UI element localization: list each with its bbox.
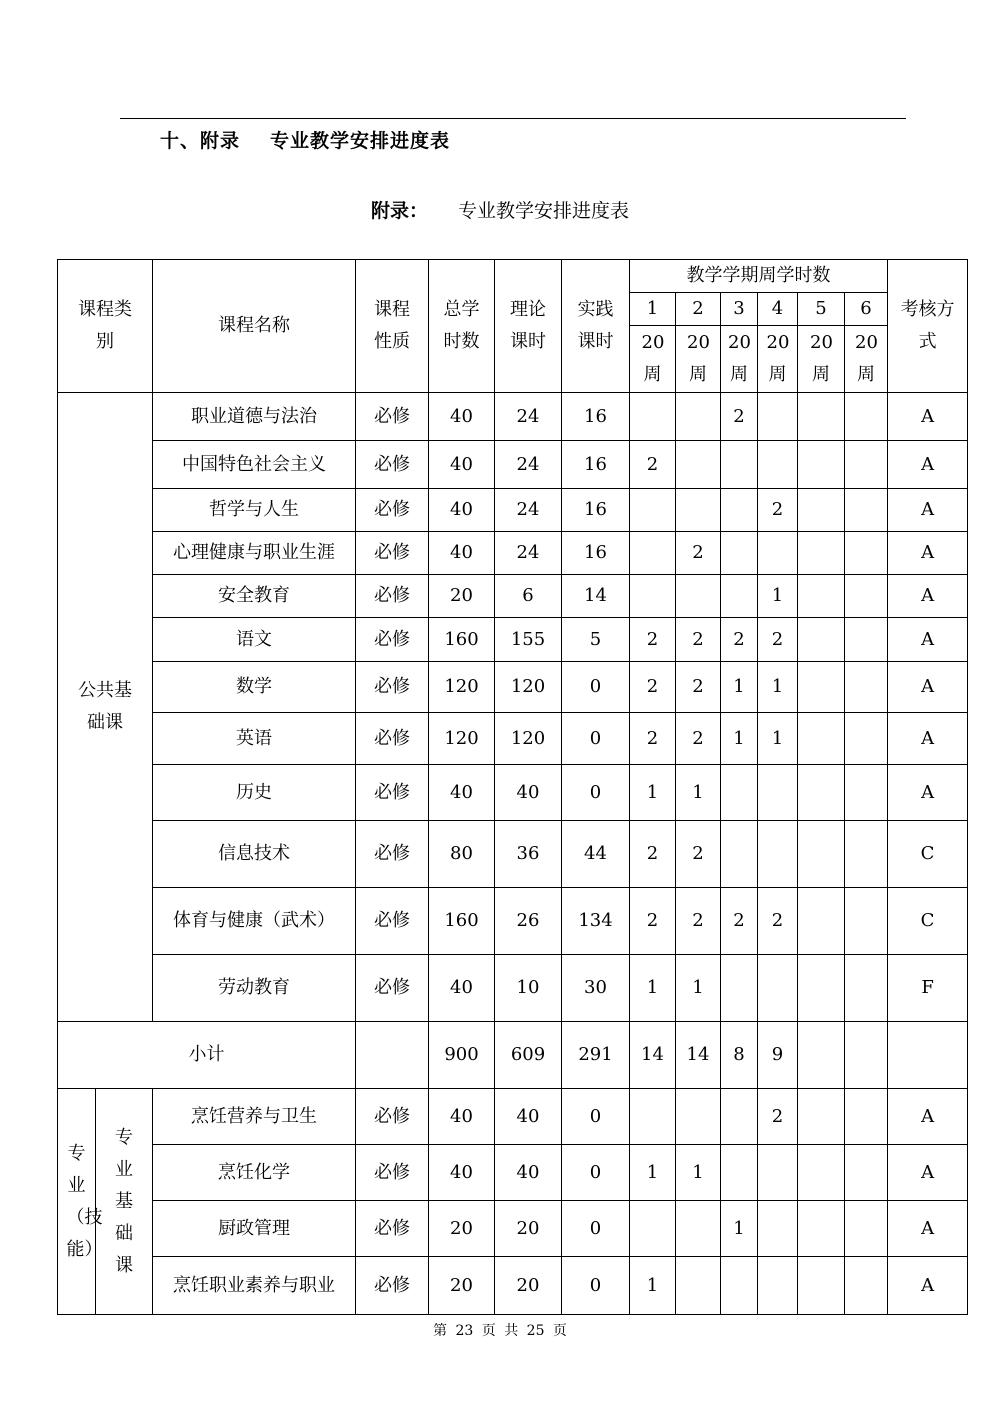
spec-row-t4-cell: 2 — [758, 1089, 798, 1145]
row-assess-cell: A — [888, 532, 968, 575]
row-total-cell: 160 — [429, 888, 495, 955]
table-row — [58, 713, 968, 765]
subtotal-t3-cell: 8 — [721, 1022, 758, 1089]
row-t3-cell: 1 — [721, 713, 758, 765]
row-t5-cell — [798, 393, 845, 441]
row-t3-cell — [721, 489, 758, 532]
row-t1-cell — [630, 393, 676, 441]
course-name-cell: 烹饪化学 — [153, 1145, 356, 1201]
spec-row-t6-cell — [845, 1257, 888, 1315]
row-total-cell: 40 — [429, 393, 495, 441]
row-t5-cell — [798, 888, 845, 955]
header-weeks-6-text: 20周 — [855, 332, 878, 385]
subtotal-theory-cell: 609 — [495, 1022, 562, 1089]
header-weeks-3 — [721, 326, 758, 393]
spec-row-t2-cell — [676, 1257, 721, 1315]
subtotal-practice-cell: 291 — [562, 1022, 630, 1089]
row-t2-cell: 2 — [676, 888, 721, 955]
header-weeks-2-text: 20周 — [687, 332, 710, 385]
course-name-cell: 数学 — [153, 662, 356, 713]
public-category-label-text: 公共基础课 — [78, 680, 132, 733]
spec-row-total-cell: 40 — [429, 1089, 495, 1145]
spec-row-nature-cell: 必修 — [356, 1145, 429, 1201]
spec-row-nature-cell: 必修 — [356, 1257, 429, 1315]
row-nature-cell: 必修 — [356, 532, 429, 575]
row-assess-cell: A — [888, 618, 968, 662]
header-weeks-2 — [676, 326, 721, 393]
header-assessment-text: 考核方式 — [900, 299, 955, 352]
spec-row-t1-cell: 1 — [630, 1145, 676, 1201]
row-t2-cell — [676, 441, 721, 489]
row-t1-cell: 1 — [630, 765, 676, 821]
row-practice-cell: 0 — [562, 713, 630, 765]
row-t3-cell — [721, 575, 758, 618]
row-t3-cell: 1 — [721, 662, 758, 713]
row-t4-cell — [758, 532, 798, 575]
row-t1-cell: 2 — [630, 618, 676, 662]
row-total-cell: 40 — [429, 489, 495, 532]
row-t6-cell — [845, 575, 888, 618]
row-t5-cell — [798, 765, 845, 821]
table-row — [58, 955, 968, 1022]
row-t5-cell — [798, 955, 845, 1022]
row-total-cell: 160 — [429, 618, 495, 662]
row-theory-cell: 155 — [495, 618, 562, 662]
table-row — [58, 441, 968, 489]
row-nature-cell: 必修 — [356, 888, 429, 955]
header-term-4: 4 — [758, 293, 798, 326]
row-t3-cell — [721, 955, 758, 1022]
table-caption — [0, 196, 1000, 223]
section-heading-title: 专业教学安排进度表 — [270, 130, 451, 152]
row-assess-cell: A — [888, 489, 968, 532]
row-t1-cell — [630, 532, 676, 575]
row-t3-cell — [721, 821, 758, 888]
subtotal-total-cell: 900 — [429, 1022, 495, 1089]
spec-row-total-cell: 20 — [429, 1257, 495, 1315]
row-t1-cell: 2 — [630, 662, 676, 713]
row-assess-cell: A — [888, 393, 968, 441]
spec-row-assess-cell: A — [888, 1201, 968, 1257]
row-nature-cell: 必修 — [356, 662, 429, 713]
row-practice-cell: 16 — [562, 393, 630, 441]
row-t6-cell — [845, 489, 888, 532]
spec-row-t3-cell — [721, 1257, 758, 1315]
row-practice-cell: 0 — [562, 662, 630, 713]
row-t6-cell — [845, 821, 888, 888]
row-total-cell: 40 — [429, 955, 495, 1022]
course-name-cell: 厨政管理 — [153, 1201, 356, 1257]
spec-row-t6-cell — [845, 1201, 888, 1257]
header-total-hours — [429, 260, 495, 393]
spec-row-theory-cell: 40 — [495, 1089, 562, 1145]
spec-row-total-cell: 20 — [429, 1201, 495, 1257]
row-t3-cell: 2 — [721, 888, 758, 955]
row-total-cell: 120 — [429, 713, 495, 765]
table-row — [58, 618, 968, 662]
table-row — [58, 532, 968, 575]
row-t2-cell: 2 — [676, 662, 721, 713]
spec-row-practice-cell: 0 — [562, 1201, 630, 1257]
header-category — [58, 260, 153, 393]
spec-row-t2-cell: 1 — [676, 1145, 721, 1201]
row-t4-cell — [758, 821, 798, 888]
course-name-cell: 烹饪职业素养与职业 — [153, 1257, 356, 1315]
section-heading — [160, 126, 450, 153]
table-row — [58, 888, 968, 955]
header-weeks-4-text: 20周 — [766, 332, 790, 385]
row-t3-cell: 2 — [721, 393, 758, 441]
spec-row-assess-cell: A — [888, 1089, 968, 1145]
spec-row-theory-cell: 20 — [495, 1257, 562, 1315]
spec-row-t1-cell — [630, 1089, 676, 1145]
header-weeks-5 — [798, 326, 845, 393]
row-t2-cell: 1 — [676, 955, 721, 1022]
row-theory-cell: 120 — [495, 662, 562, 713]
row-t1-cell — [630, 489, 676, 532]
row-t3-cell — [721, 532, 758, 575]
row-theory-cell: 24 — [495, 489, 562, 532]
row-theory-cell: 10 — [495, 955, 562, 1022]
row-t1-cell: 1 — [630, 955, 676, 1022]
course-name-cell: 烹饪营养与卫生 — [153, 1089, 356, 1145]
row-t5-cell — [798, 713, 845, 765]
spec-row-t1-cell — [630, 1201, 676, 1257]
header-course-name: 课程名称 — [153, 260, 356, 393]
table-row — [58, 489, 968, 532]
subtotal-t5-cell — [798, 1022, 845, 1089]
header-weeks-6 — [845, 326, 888, 393]
row-t4-cell: 2 — [758, 489, 798, 532]
row-t2-cell — [676, 489, 721, 532]
spec-row-t6-cell — [845, 1089, 888, 1145]
row-total-cell: 40 — [429, 532, 495, 575]
row-theory-cell: 120 — [495, 713, 562, 765]
row-t4-cell — [758, 765, 798, 821]
course-name-cell: 中国特色社会主义 — [153, 441, 356, 489]
spec-row-practice-cell: 0 — [562, 1145, 630, 1201]
table-row — [58, 575, 968, 618]
row-nature-cell: 必修 — [356, 821, 429, 888]
header-practice-hours — [562, 260, 630, 393]
row-assess-cell: C — [888, 888, 968, 955]
course-name-cell: 英语 — [153, 713, 356, 765]
row-assess-cell: A — [888, 662, 968, 713]
row-practice-cell: 30 — [562, 955, 630, 1022]
spec-row-t2-cell — [676, 1201, 721, 1257]
row-total-cell: 80 — [429, 821, 495, 888]
specialty-outer-label-text: 专业（技能） — [66, 1142, 103, 1260]
spec-row-total-cell: 40 — [429, 1145, 495, 1201]
row-t2-cell: 2 — [676, 821, 721, 888]
course-name-cell: 职业道德与法治 — [153, 393, 356, 441]
row-assess-cell: A — [888, 575, 968, 618]
row-assess-cell: A — [888, 441, 968, 489]
table-row — [58, 765, 968, 821]
subtotal-assess-cell — [888, 1022, 968, 1089]
spec-row-practice-cell: 0 — [562, 1257, 630, 1315]
spec-row-t3-cell: 1 — [721, 1201, 758, 1257]
header-term-2: 2 — [676, 293, 721, 326]
row-t2-cell: 2 — [676, 532, 721, 575]
row-t4-cell — [758, 955, 798, 1022]
row-t5-cell — [798, 575, 845, 618]
spec-row-t6-cell — [845, 1145, 888, 1201]
row-nature-cell: 必修 — [356, 765, 429, 821]
row-total-cell: 120 — [429, 662, 495, 713]
row-nature-cell: 必修 — [356, 575, 429, 618]
row-t3-cell — [721, 765, 758, 821]
course-name-cell: 哲学与人生 — [153, 489, 356, 532]
row-assess-cell: A — [888, 713, 968, 765]
specialty-outer-label — [58, 1089, 103, 1315]
table-row — [58, 1089, 968, 1145]
spec-row-t5-cell — [798, 1257, 845, 1315]
row-theory-cell: 40 — [495, 765, 562, 821]
row-t2-cell: 1 — [676, 765, 721, 821]
row-t6-cell — [845, 888, 888, 955]
public-category-label — [58, 393, 153, 1022]
subtotal-t4-cell: 9 — [758, 1022, 798, 1089]
row-t3-cell — [721, 441, 758, 489]
header-weeks-1-text: 20周 — [641, 332, 665, 385]
table-row — [58, 662, 968, 713]
row-nature-cell: 必修 — [356, 713, 429, 765]
header-weeks-3-text: 20周 — [728, 332, 751, 385]
row-practice-cell: 16 — [562, 532, 630, 575]
row-t6-cell — [845, 713, 888, 765]
spec-row-t5-cell — [798, 1089, 845, 1145]
table-row — [58, 393, 968, 441]
row-t3-cell: 2 — [721, 618, 758, 662]
row-t6-cell — [845, 955, 888, 1022]
header-assessment — [888, 260, 968, 393]
row-practice-cell: 44 — [562, 821, 630, 888]
subtotal-t1-cell: 14 — [630, 1022, 676, 1089]
spec-row-t2-cell — [676, 1089, 721, 1145]
table-row — [58, 1201, 968, 1257]
row-assess-cell: A — [888, 765, 968, 821]
spec-row-t4-cell — [758, 1257, 798, 1315]
spec-row-assess-cell: A — [888, 1145, 968, 1201]
row-total-cell: 20 — [429, 575, 495, 618]
row-t6-cell — [845, 441, 888, 489]
row-t1-cell: 2 — [630, 713, 676, 765]
subtotal-t6-cell — [845, 1022, 888, 1089]
row-practice-cell: 5 — [562, 618, 630, 662]
row-t5-cell — [798, 489, 845, 532]
table-caption-title: 专业教学安排进度表 — [458, 200, 630, 222]
row-t2-cell — [676, 393, 721, 441]
header-term-3: 3 — [721, 293, 758, 326]
spec-row-t3-cell — [721, 1145, 758, 1201]
row-practice-cell: 134 — [562, 888, 630, 955]
row-t2-cell — [676, 575, 721, 618]
row-nature-cell: 必修 — [356, 489, 429, 532]
course-name-cell: 信息技术 — [153, 821, 356, 888]
row-nature-cell: 必修 — [356, 618, 429, 662]
row-theory-cell: 24 — [495, 441, 562, 489]
row-practice-cell: 14 — [562, 575, 630, 618]
row-theory-cell: 6 — [495, 575, 562, 618]
course-name-cell: 语文 — [153, 618, 356, 662]
row-t6-cell — [845, 532, 888, 575]
spec-row-t4-cell — [758, 1145, 798, 1201]
subtotal-t2-cell: 14 — [676, 1022, 721, 1089]
subtotal-row — [58, 1022, 968, 1089]
row-t6-cell — [845, 662, 888, 713]
course-name-cell: 体育与健康（武术） — [153, 888, 356, 955]
row-t4-cell: 1 — [758, 575, 798, 618]
row-t6-cell — [845, 765, 888, 821]
page-footer: 第 23 页 共 25 页 — [433, 1323, 567, 1339]
header-term-1: 1 — [630, 293, 676, 326]
header-category-text: 课程类别 — [78, 299, 132, 352]
spec-row-theory-cell: 40 — [495, 1145, 562, 1201]
header-weekly-hours: 教学学期周学时数 — [630, 260, 888, 293]
schedule-table — [57, 259, 968, 1315]
row-nature-cell: 必修 — [356, 441, 429, 489]
spec-row-nature-cell: 必修 — [356, 1201, 429, 1257]
spec-row-t3-cell — [721, 1089, 758, 1145]
row-t2-cell: 2 — [676, 713, 721, 765]
row-t4-cell: 2 — [758, 888, 798, 955]
row-theory-cell: 26 — [495, 888, 562, 955]
header-theory-hours — [495, 260, 562, 393]
row-theory-cell: 24 — [495, 532, 562, 575]
header-practice-hours-text: 实践课时 — [577, 299, 614, 352]
header-nature-text: 课程性质 — [374, 299, 410, 352]
specialty-inner-label-text: 专业基础课 — [115, 1126, 133, 1276]
row-nature-cell: 必修 — [356, 955, 429, 1022]
row-t5-cell — [798, 821, 845, 888]
header-rule — [120, 118, 906, 119]
table-row — [58, 1257, 968, 1315]
spec-row-t5-cell — [798, 1201, 845, 1257]
header-nature — [356, 260, 429, 393]
row-total-cell: 40 — [429, 441, 495, 489]
row-t5-cell — [798, 662, 845, 713]
row-t1-cell — [630, 575, 676, 618]
subtotal-label: 小计 — [58, 1022, 356, 1089]
row-t5-cell — [798, 618, 845, 662]
header-weeks-1 — [630, 326, 676, 393]
specialty-inner-label — [96, 1089, 153, 1315]
row-practice-cell: 16 — [562, 441, 630, 489]
row-t2-cell: 2 — [676, 618, 721, 662]
row-t4-cell — [758, 441, 798, 489]
spec-row-practice-cell: 0 — [562, 1089, 630, 1145]
spec-row-nature-cell: 必修 — [356, 1089, 429, 1145]
row-t1-cell: 2 — [630, 441, 676, 489]
row-nature-cell: 必修 — [356, 393, 429, 441]
course-name-cell: 历史 — [153, 765, 356, 821]
row-t1-cell: 2 — [630, 821, 676, 888]
spec-row-theory-cell: 20 — [495, 1201, 562, 1257]
row-t4-cell: 1 — [758, 662, 798, 713]
row-t5-cell — [798, 532, 845, 575]
row-t1-cell: 2 — [630, 888, 676, 955]
section-heading-prefix: 十、附录 — [160, 130, 241, 152]
spec-row-t4-cell — [758, 1201, 798, 1257]
row-theory-cell: 36 — [495, 821, 562, 888]
table-row — [58, 821, 968, 888]
spec-row-t5-cell — [798, 1145, 845, 1201]
row-practice-cell: 0 — [562, 765, 630, 821]
header-theory-hours-text: 理论课时 — [510, 299, 546, 352]
row-t4-cell — [758, 393, 798, 441]
course-name-cell: 安全教育 — [153, 575, 356, 618]
spec-row-assess-cell: A — [888, 1257, 968, 1315]
header-weeks-5-text: 20周 — [810, 332, 833, 385]
header-weeks-4 — [758, 326, 798, 393]
row-t4-cell: 1 — [758, 713, 798, 765]
row-t4-cell: 2 — [758, 618, 798, 662]
row-practice-cell: 16 — [562, 489, 630, 532]
row-assess-cell: C — [888, 821, 968, 888]
course-name-cell: 心理健康与职业生涯 — [153, 532, 356, 575]
table-caption-prefix: 附录： — [370, 200, 428, 222]
row-assess-cell: F — [888, 955, 968, 1022]
header-total-hours-text: 总学时数 — [443, 299, 480, 352]
row-t5-cell — [798, 441, 845, 489]
header-term-6: 6 — [845, 293, 888, 326]
row-total-cell: 40 — [429, 765, 495, 821]
table-row — [58, 1145, 968, 1201]
row-t6-cell — [845, 618, 888, 662]
spec-row-t1-cell: 1 — [630, 1257, 676, 1315]
header-term-5: 5 — [798, 293, 845, 326]
course-name-cell: 劳动教育 — [153, 955, 356, 1022]
subtotal-nature-cell — [356, 1022, 429, 1089]
row-theory-cell: 24 — [495, 393, 562, 441]
row-t6-cell — [845, 393, 888, 441]
